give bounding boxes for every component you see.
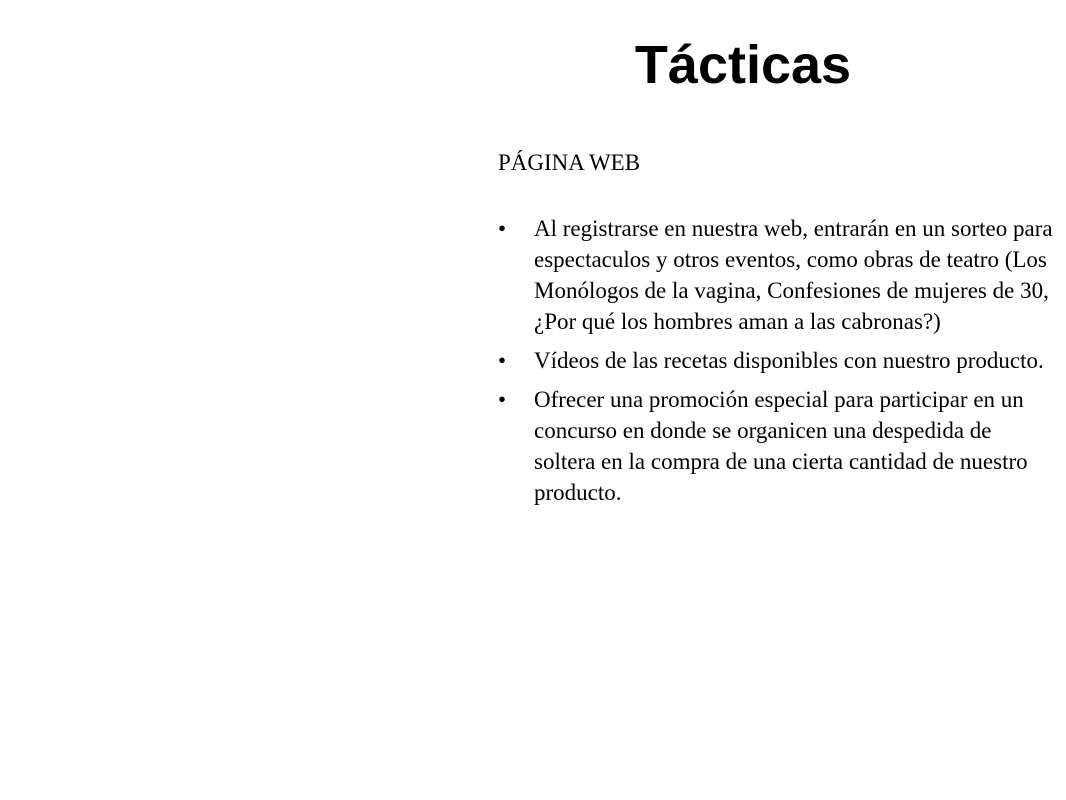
bullet-item [498, 384, 1058, 508]
bullet-list [498, 213, 1058, 508]
bullet-icon: • [498, 216, 507, 241]
slide-body [498, 147, 1058, 516]
slide-title: Tácticas [634, 35, 852, 95]
bullet-text: Vídeos de las recetas disponibles con nuestro producto. [534, 348, 1044, 373]
bullet-icon: • [498, 348, 507, 373]
section-heading: PÁGINA WEB [498, 150, 641, 175]
bullet-text: Al registrarse en nuestra web, entrarán en un sorteo para espectaculos y otros eventos, como obras de teatro (Los Monólogos de la vagina, Confesiones de mujeres de 30, ¿Por qué los hombres aman a las cabronas?) [534, 216, 1053, 334]
bullet-item [498, 345, 1058, 376]
bullet-text: Ofrecer una promoción especial para participar en un concurso en donde se organicen una despedida de soltera en la compra de una cierta cantidad de nuestro producto. [534, 387, 1028, 505]
bullet-item [498, 213, 1058, 337]
bullet-icon: • [498, 387, 507, 412]
